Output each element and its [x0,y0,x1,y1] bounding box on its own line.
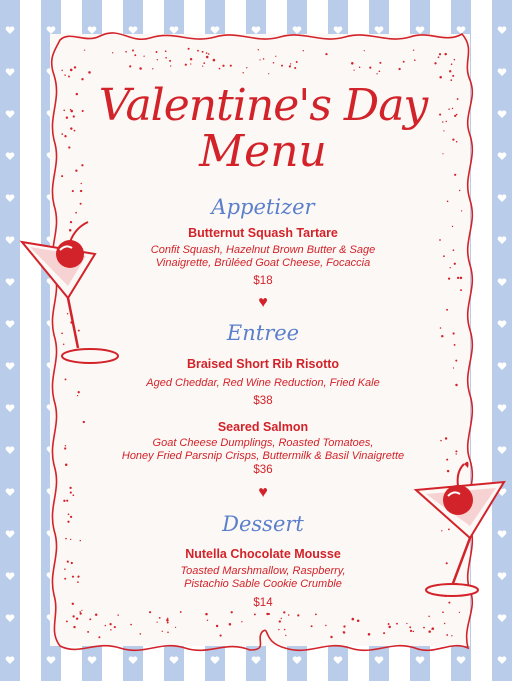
heart-icon [170,26,179,34]
heart-icon: ♥ [258,294,268,311]
heart-icon [211,656,220,664]
heart-icon [129,26,138,34]
dish-description: Confit Squash, Hazelnut Brown Butter & Sage [150,244,376,256]
section-heading-dessert: Dessert [222,512,304,536]
heart-icon [211,26,220,34]
dish-description: Goat Cheese Dumplings, Roasted Tomatoes, [152,437,374,449]
dish-name: Seared Salmon [217,420,309,434]
heart-icon [498,656,507,664]
dish-name: Butternut Squash Tartare [188,226,338,240]
dish-description: Toasted Marshmallow, Raspberry, [180,565,346,577]
dish-name: Nutella Chocolate Mousse [185,547,341,561]
heart-icon [47,656,56,664]
dish-name: Braised Short Rib Risotto [186,357,340,371]
menu-title: Valentine's Day [98,80,428,131]
heart-icon [498,68,507,76]
heart-icon [498,26,507,34]
heart-icon [457,656,466,664]
heart-icon [252,656,261,664]
heart-icon [498,614,507,622]
dish-price: $38 [253,395,273,407]
heart-icon [6,614,15,622]
heart-icon [375,656,384,664]
heart-icon [334,26,343,34]
dish-description: Honey Fried Parsnip Crisps, Buttermilk & Basil Vinaigrette [121,450,405,462]
dish-description: Vinaigrette, Brûléed Goat Cheese, Focaccia [155,257,371,269]
dish-price: $18 [253,275,273,287]
heart-icon [252,26,261,34]
heart-icon [416,656,425,664]
heart-icon [293,656,302,664]
menu-subtitle: Menu [199,126,327,177]
dish-description: Pistachio Sable Cookie Crumble [184,578,342,590]
heart-icon [170,656,179,664]
dish-description: Aged Cheddar, Red Wine Reduction, Fried Kale [146,377,380,389]
heart-icon [334,656,343,664]
dish-price: $14 [253,597,273,609]
heart-icon: ♥ [258,484,268,501]
heart-icon [6,656,15,664]
heart-icon [457,26,466,34]
dish-price: $36 [253,464,273,476]
section-heading-appetizer: Appetizer [211,195,315,219]
heart-icon [293,26,302,34]
heart-icon [129,656,138,664]
heart-icon [6,26,15,34]
heart-icon [416,26,425,34]
section-heading-entree: Entree [226,321,300,345]
heart-icon [88,656,97,664]
heart-icon [6,68,15,76]
heart-icon [88,26,97,34]
heart-icon [47,26,56,34]
heart-icon [375,26,384,34]
